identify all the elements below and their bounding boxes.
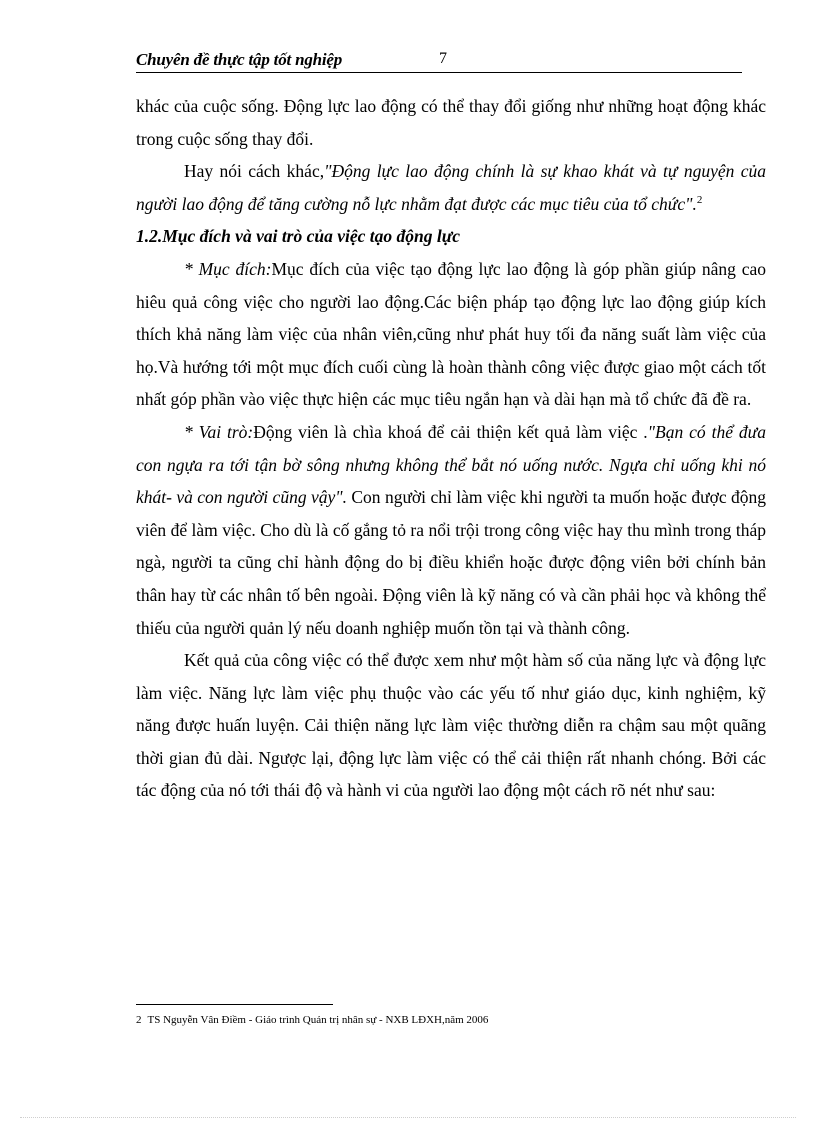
role-label: * Vai trò: xyxy=(184,421,254,442)
page-number: 7 xyxy=(439,50,447,67)
paragraph-definition xyxy=(136,155,766,220)
footnote-divider xyxy=(136,1004,333,1005)
definition-quote: "Động lực lao động chính là sự khao khát và tự nguyện của người lao động để tăng cường nỗ lực nhằm đạt được các mục tiêu của tổ chức". xyxy=(136,161,766,214)
footnote-number: 2 xyxy=(136,1014,142,1026)
role-quote: "Bạn có thể đưa con ngựa ra tới tận bờ sông nhưng không thể bắt nó uống nước. Ngựa chỉ uống khi nó khát- và con người cũng vậy". xyxy=(136,421,766,508)
paragraph-role xyxy=(136,416,766,644)
section-heading: 1.2.Mục đích và vai trò của việc tạo động lực xyxy=(136,226,460,247)
footnote-text: TS Nguyễn Vân Điềm - Giáo trình Quản trị nhân sự - NXB LĐXH,năm 2006 xyxy=(147,1014,489,1026)
definition-lead: Hay nói cách khác, xyxy=(184,161,325,182)
role-text-2: Con người chỉ làm việc khi người ta muốn hoặc được động viên để làm việc. Cho dù là cố gắng tỏ ra nổi trội trong công việc hay thu mình trong tháp ngà, người ta cũng chỉ hành động do bị điều khiển hoặc được động viên bởi chính bản thân hay từ các nhân tố bên ngoài. Động viên là kỹ năng có và cần phải học và không thể thiếu của người quản lý nếu doanh nghiệp muốn tồn tại và thành công. xyxy=(136,487,766,638)
paragraph-purpose xyxy=(136,253,766,416)
page-header xyxy=(136,50,742,73)
purpose-label: * Mục đích: xyxy=(184,258,272,279)
footnote-ref: 2 xyxy=(696,193,703,206)
role-text-1: Động viên là chìa khoá để cải thiện kết quả làm việc . xyxy=(253,421,648,442)
footnote xyxy=(136,1014,488,1026)
document-body xyxy=(136,90,766,807)
page-edge xyxy=(20,1117,796,1118)
purpose-text: Mục đích của việc tạo động lực lao động là góp phần giúp nâng cao hiêu quả công việc cho người lao động.Các biện pháp tạo động lực lao động giúp kích thích khả năng làm việc của nhân viên,cũng như phát huy tối đa năng suất làm việc của họ.Và hướng tới một mục đích cuối cùng là hoàn thành công việc được giao một cách tốt nhất góp phần vào việc thực hiện các mục tiêu ngắn hạn và dài hạn mà tổ chức đã đề ra. xyxy=(136,258,766,410)
document-title: Chuyên đề thực tập tốt nghiệp xyxy=(136,50,343,69)
paragraph-continuation: khác của cuộc sống. Động lực lao động có thể thay đổi giống như những hoạt động khác trong cuộc sống thay đổi. xyxy=(136,96,766,149)
paragraph-results: Kết quả của công việc có thể được xem như một hàm số của năng lực và động lực làm việc. Năng lực làm việc phụ thuộc vào các yếu tố như giáo dục, kinh nghiệm, kỹ năng được huấn luyện. Cải thiện năng lực làm việc thường diễn ra chậm sau một quãng thời gian đủ dài. Ngược lại, động lực làm việc có thể cải thiện rất nhanh chóng. Bởi các tác động của nó tới thái độ và hành vi của người lao động một cách rõ nét như sau: xyxy=(136,650,766,801)
